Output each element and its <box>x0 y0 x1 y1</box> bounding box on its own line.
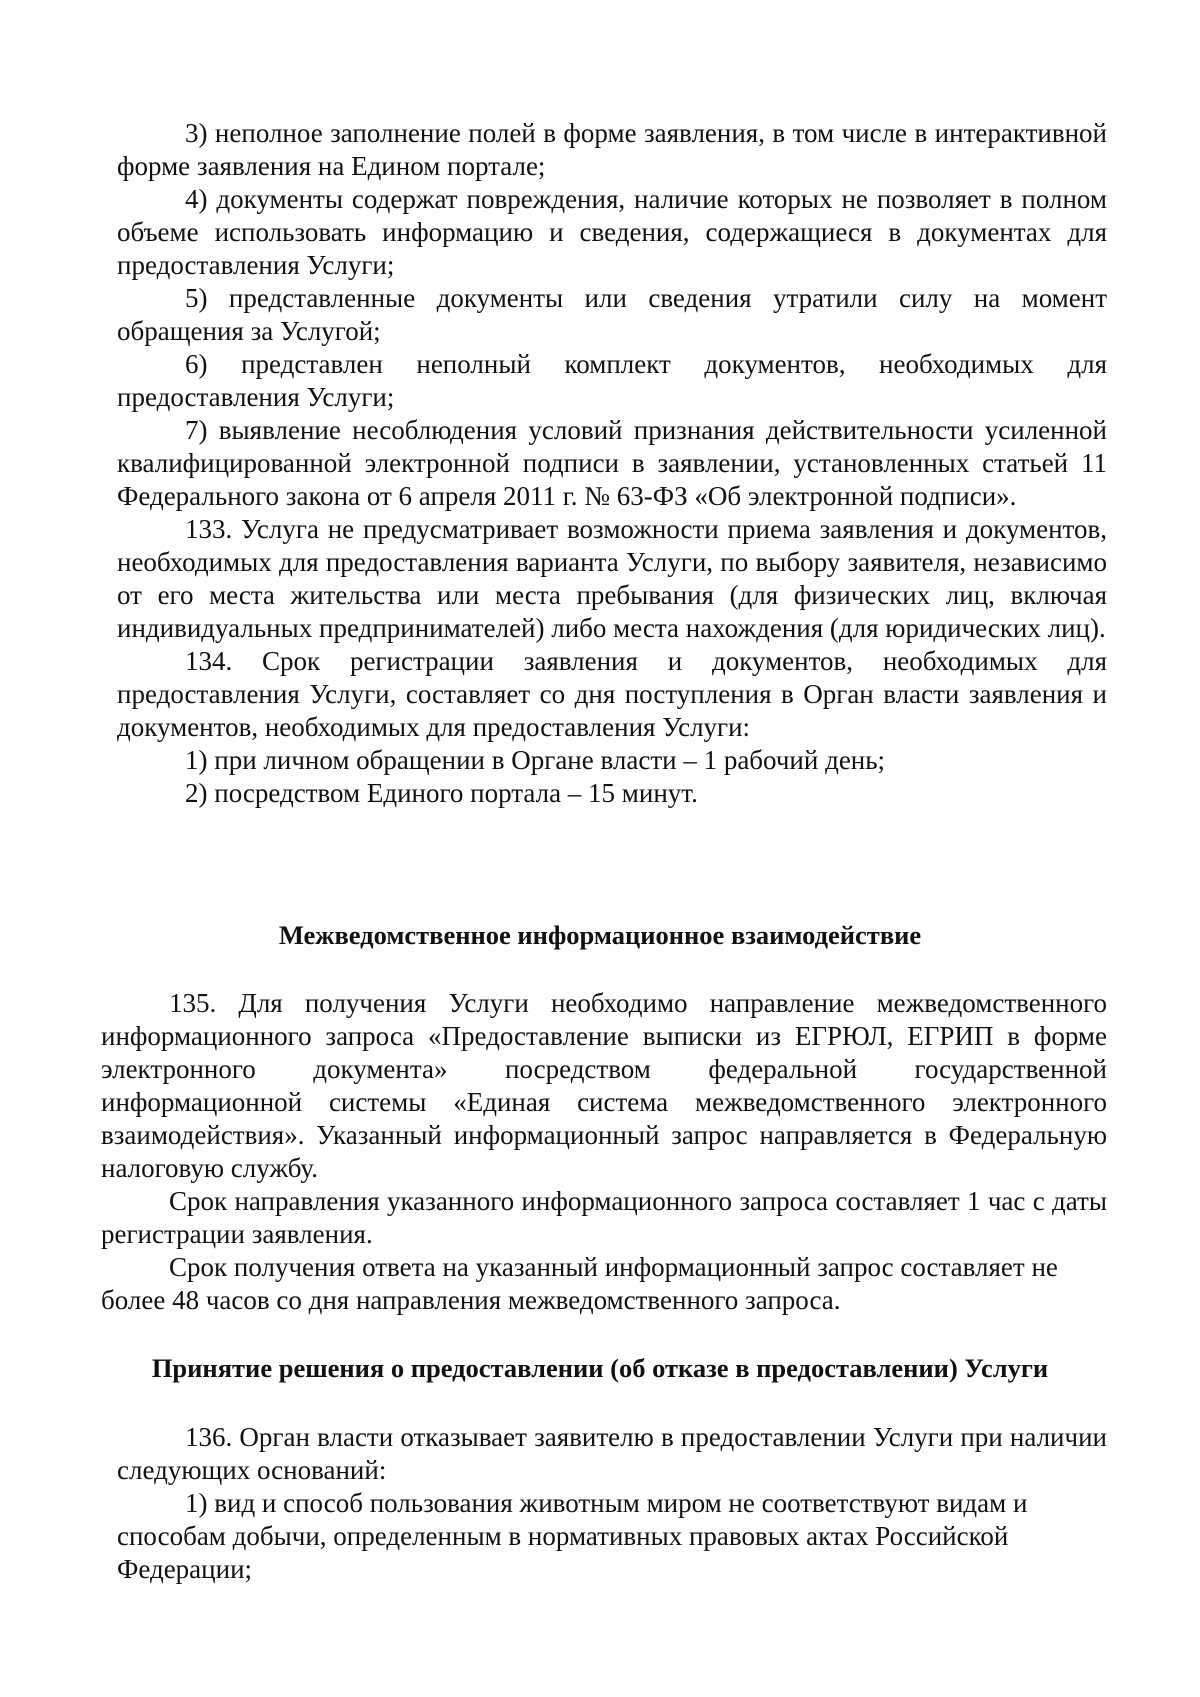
paragraph-134: 134. Срок регистрации заявления и документов, необходимых для предоставления Услуги, составляет со дня поступления в Орган власти заявления и документов, необходимых для предоставления Услуги: <box>117 646 1107 742</box>
paragraph-134-item-1: 1) при личном обращении в Органе власти – 1 рабочий день; <box>185 745 886 775</box>
section-heading-interagency: Межведомственное информационное взаимодействие <box>278 920 922 950</box>
paragraph-item-4: 4) документы содержат повреждения, наличие которых не позволяет в полном объеме использовать информацию и сведения, содержащиеся в документах для предоставления Услуги; <box>117 184 1107 280</box>
paragraph-response-deadline: Срок получения ответа на указанный информационный запрос составляет не более 48 часов со дня направления межведомственного запроса. <box>101 1252 1058 1315</box>
section-heading-decision: Принятие решения о предоставлении (об отказе в предоставлении) Услуги <box>151 1353 1049 1383</box>
text-block-decision <box>117 1421 1107 1586</box>
text-block-requirements <box>117 117 1107 810</box>
paragraph-item-3: 3) неполное заполнение полей в форме заявления, в том числе в интерактивной форме заявления на Едином портале; <box>117 118 1107 181</box>
text-block-interagency <box>101 987 1107 1317</box>
paragraph-item-5: 5) представленные документы или сведения утратили силу на момент обращения за Услугой; <box>117 283 1107 346</box>
paragraph-133: 133. Услуга не предусматривает возможности приема заявления и документов, необходимых для предоставления варианта Услуги, по выбору заявителя, независимо от его места жительства или места пребывания (для физических лиц, включая индивидуальных предпринимателей) либо места нахождения (для юридических лиц). <box>117 514 1107 643</box>
paragraph-item-6: 6) представлен неполный комплект документов, необходимых для предоставления Услуги; <box>117 349 1107 412</box>
paragraph-136: 136. Орган власти отказывает заявителю в предоставлении Услуги при наличии следующих оснований: <box>117 1422 1107 1485</box>
paragraph-134-item-2: 2) посредством Единого портала – 15 минут. <box>185 778 698 808</box>
paragraph-item-7: 7) выявление несоблюдения условий признания действительности усиленной квалифицированной электронной подписи в заявлении, установленных статьей 11 Федерального закона от 6 апреля 2011 г. № 63-ФЗ «Об электронной подписи». <box>117 415 1107 511</box>
paragraph-135: 135. Для получения Услуги необходимо направление межведомственного информационного запроса «Предоставление выписки из ЕГРЮЛ, ЕГРИП в форме электронного документа» посредством федеральной государственной информационной системы «Единая система межведомственного электронного взаимодействия». Указанный информационный запрос направляется в Федеральную налоговую службу. <box>101 988 1107 1183</box>
paragraph-136-item-1: 1) вид и способ пользования животным миром не соответствуют видам и способам добычи, определенным в нормативных правовых актах Российской Федерации; <box>117 1488 1028 1584</box>
paragraph-request-deadline: Срок направления указанного информационного запроса составляет 1 час с даты регистрации заявления. <box>101 1186 1107 1249</box>
